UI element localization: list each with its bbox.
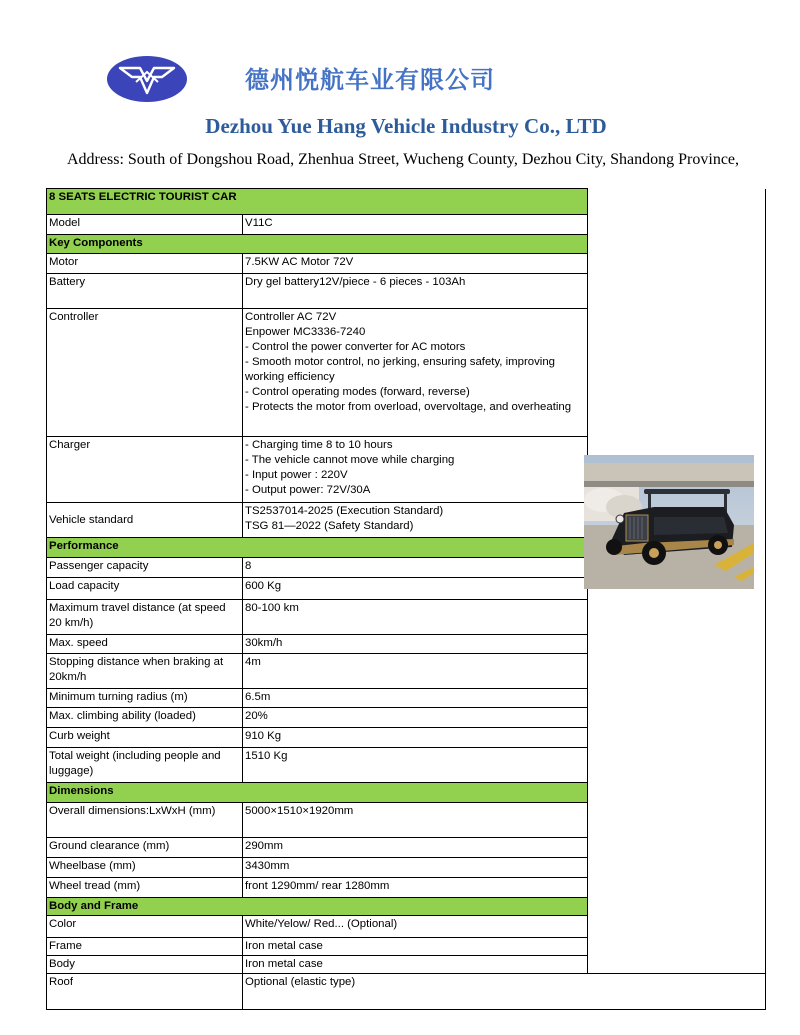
charger-line: - Input power : 220V <box>245 469 348 481</box>
company-name-english: Dezhou Yue Hang Vehicle Industry Co., LTD <box>205 114 607 138</box>
section-performance: Performance <box>47 538 588 558</box>
charger-line: - Output power: 72V/30A <box>245 484 371 496</box>
stopping-distance-value: 4m <box>243 654 588 689</box>
climbing-label: Max. climbing ability (loaded) <box>47 708 243 728</box>
controller-line: Controller AC 72V <box>245 311 337 323</box>
charger-line: - Charging time 8 to 10 hours <box>245 439 393 451</box>
body-label: Body <box>47 956 243 974</box>
max-travel-value: 80-100 km <box>243 600 588 635</box>
overall-dimensions-value: 5000×1510×1920mm <box>243 803 588 838</box>
roof-value: Optional (elastic type) <box>243 974 766 1010</box>
company-name-chinese: 德州悦航车业有限公司 <box>245 66 495 94</box>
standard-line: TSG 81—2022 (Safety Standard) <box>245 520 414 532</box>
roof-label: Roof <box>47 974 243 1010</box>
max-speed-value: 30km/h <box>243 635 588 654</box>
color-label: Color <box>47 916 243 938</box>
vehicle-standard-label: Vehicle standard <box>47 503 243 538</box>
curb-weight-value: 910 Kg <box>243 728 588 748</box>
section-dimensions: Dimensions <box>47 783 588 803</box>
total-weight-value: 1510 Kg <box>243 748 588 783</box>
spec-table <box>46 188 766 1010</box>
turning-radius-label: Minimum turning radius (m) <box>47 689 243 708</box>
charger-value <box>243 437 588 503</box>
stopping-distance-label: Stopping distance when braking at 20km/h <box>47 654 243 689</box>
wheelbase-value: 3430mm <box>243 858 588 878</box>
max-speed-label: Max. speed <box>47 635 243 654</box>
vehicle-standard-value <box>243 503 588 538</box>
climbing-value: 20% <box>243 708 588 728</box>
passenger-capacity-value: 8 <box>243 558 588 578</box>
frame-label: Frame <box>47 938 243 956</box>
curb-weight-label: Curb weight <box>47 728 243 748</box>
turning-radius-value: 6.5m <box>243 689 588 708</box>
section-key-components: Key Components <box>47 235 588 254</box>
battery-value: Dry gel battery12V/piece - 6 pieces - 103Ah <box>243 274 588 309</box>
controller-line: - Control operating modes (forward, reverse) <box>245 386 470 398</box>
company-address: Address: South of Dongshou Road, Zhenhua Street, Wucheng County, Dezhou City, Shandong Province, <box>67 151 740 168</box>
body-value: Iron metal case <box>243 956 588 974</box>
table-title: 8 SEATS ELECTRIC TOURIST CAR <box>47 189 588 215</box>
battery-label: Battery <box>47 274 243 309</box>
wheel-tread-value: front 1290mm/ rear 1280mm <box>243 878 588 898</box>
overall-dimensions-label: Overall dimensions:LxWxH (mm) <box>47 803 243 838</box>
load-capacity-value: 600 Kg <box>243 578 588 600</box>
charger-line: - The vehicle cannot move while charging <box>245 454 455 466</box>
frame-value: Iron metal case <box>243 938 588 956</box>
controller-label: Controller <box>47 309 243 437</box>
total-weight-label: Total weight (including people and luggage) <box>47 748 243 783</box>
section-body-frame: Body and Frame <box>47 898 588 916</box>
motor-label: Motor <box>47 254 243 274</box>
motor-value: 7.5KW AC Motor 72V <box>243 254 588 274</box>
controller-line: Enpower MC3336-7240 <box>245 326 366 338</box>
company-logo <box>106 55 188 103</box>
max-travel-label: Maximum travel distance (at speed 20 km/h) <box>47 600 243 635</box>
model-value: V11C <box>243 215 588 235</box>
charger-label: Charger <box>47 437 243 503</box>
controller-value <box>243 309 588 437</box>
standard-line: TS2537014-2025 (Execution Standard) <box>245 505 444 517</box>
color-value: White/Yelow/ Red... (Optional) <box>243 916 588 938</box>
controller-line: - Protects the motor from overload, overvoltage, and overheating <box>245 401 572 413</box>
controller-line: - Smooth motor control, no jerking, ensuring safety, improving working efficiency <box>245 356 556 383</box>
model-label: Model <box>47 215 243 235</box>
controller-line: - Control the power converter for AC motors <box>245 341 466 353</box>
ground-clearance-value: 290mm <box>243 838 588 858</box>
wheelbase-label: Wheelbase (mm) <box>47 858 243 878</box>
passenger-capacity-label: Passenger capacity <box>47 558 243 578</box>
side-column <box>588 189 766 215</box>
wheel-tread-label: Wheel tread (mm) <box>47 878 243 898</box>
vehicle-photo <box>584 455 754 589</box>
ground-clearance-label: Ground clearance (mm) <box>47 838 243 858</box>
load-capacity-label: Load capacity <box>47 578 243 600</box>
